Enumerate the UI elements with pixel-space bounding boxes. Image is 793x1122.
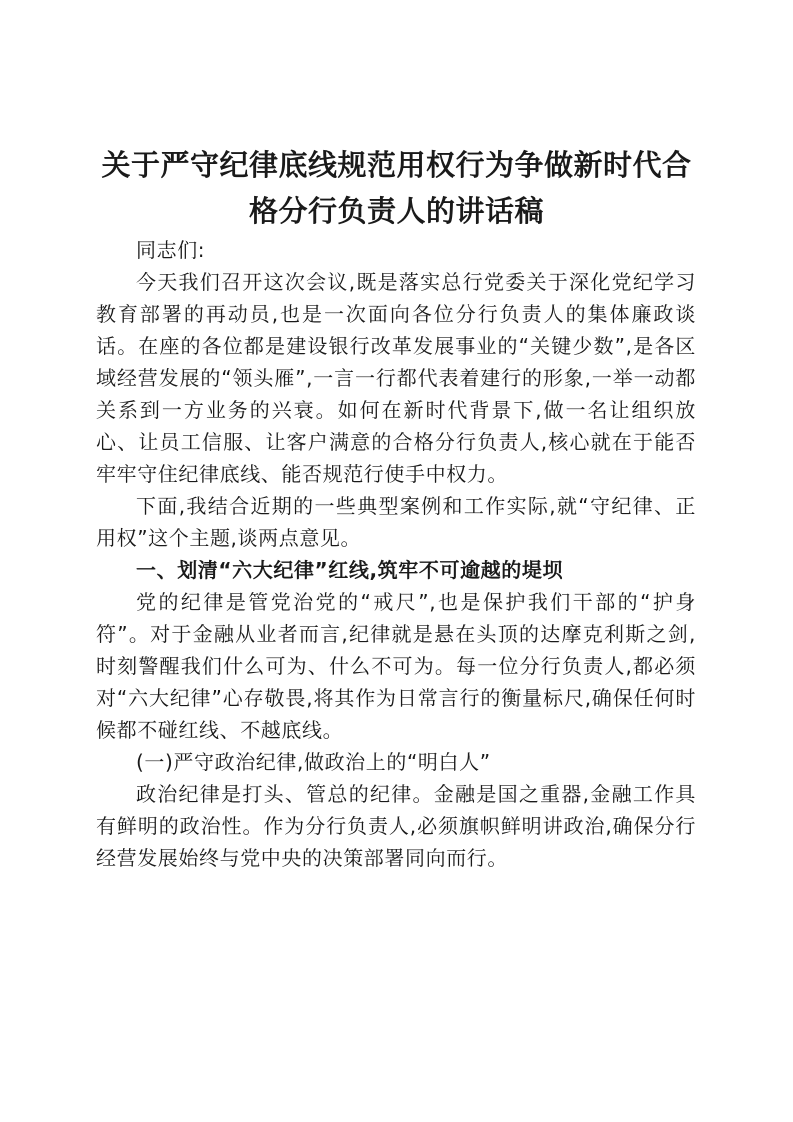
- salutation: 同志们:: [136, 238, 206, 262]
- subsection-heading-1: (一)严守政治纪律,做政治上的“明白人”: [136, 750, 491, 774]
- document-title: 关于严守纪律底线规范用权行为争做新时代合格分行负责人的讲话稿: [101, 148, 692, 228]
- section-1-paragraph: 党的纪律是管党治党的“戒尺”,也是保护我们干部的“护身符”。对于金融从业者而言,纪律就是悬在头顶的达摩克利斯之剑,时刻警醒我们什么可为、什么不可为。每一位分行负责人,都必须对“六大纪律”心存敬畏,将其作为日常言行的衡量标尺,确保任何时候都不碰红线、不越底线。: [96, 590, 696, 742]
- subsection-1-paragraph: 政治纪律是打头、管总的纪律。金融是国之重器,金融工作具有鲜明的政治性。作为分行负责人,必须旗帜鲜明讲政治,确保分行经营发展始终与党中央的决策部署同向而行。: [96, 782, 696, 870]
- section-heading-1: 一、划清“六大纪律”红线,筑牢不可逾越的堤坝: [136, 558, 564, 582]
- document-body: [96, 234, 696, 874]
- intro-paragraph-2: 下面,我结合近期的一些典型案例和工作实际,就“守纪律、正用权”这个主题,谈两点意见。: [96, 494, 696, 550]
- intro-paragraph: 今天我们召开这次会议,既是落实总行党委关于深化党纪学习教育部署的再动员,也是一次面向各位分行负责人的集体廉政谈话。在座的各位都是建设银行改革发展事业的“关键少数”,是各区域经营发展的“领头雁”,一言一行都代表着建行的形象,一举一动都关系到一方业务的兴衰。如何在新时代背景下,做一名让组织放心、让员工信服、让客户满意的合格分行负责人,核心就在于能否牢牢守住纪律底线、能否规范行使手中权力。: [96, 270, 696, 486]
